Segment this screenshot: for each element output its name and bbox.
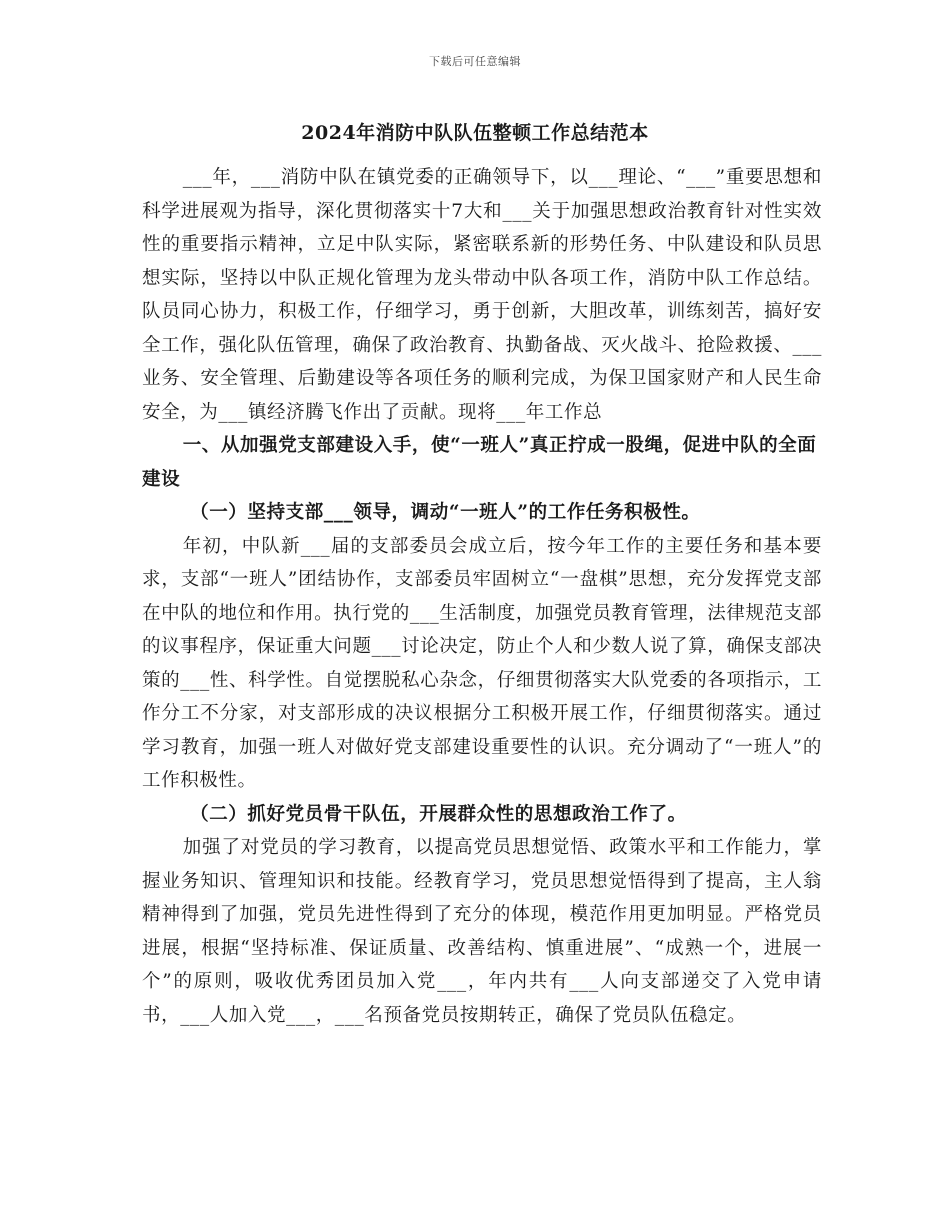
document-body [142,161,822,1032]
header-note: 下载后可任意编辑 [429,55,521,68]
subsection-heading-2: （二）抓好党员骨干队伍，开展群众性的思想政治工作了。 [190,803,687,825]
subsection-1-paragraph: 年初，中队新___届的支部委员会成立后，按今年工作的主要任务和基本要求，支部“一班人”团结协作，支部委员牢固树立“一盘棋”思想，充分发挥党支部在中队的地位和作用。执行党的___生活制度，加强党员教育管理，法律规范支部的议事程序，保证重大问题___讨论决定，防止个人和少数人说了算，确保支部决策的___性、科学性。自觉摆脱私心杂念，仔细贯彻落实大队党委的各项指示，工作分工不分家，对支部形成的决议根据分工积极开展工作，仔细贯彻落实。通过学习教育，加强一班人对做好党支部建设重要性的认识。充分调动了“一班人”的工作积极性。 [142,535,822,791]
subsection-2-paragraph: 加强了对党员的学习教育，以提高党员思想觉悟、政策水平和工作能力，掌握业务知识、管理知识和技能。经教育学习，党员思想觉悟得到了提高，主人翁精神得到了加强，党员先进性得到了充分的体现，模范作用更加明显。严格党员进展，根据“坚持标准、保证质量、改善结构、慎重进展”、“成熟一个，进展一个”的原则，吸收优秀团员加入党___，年内共有___人向支部递交了入党申请书，___人加入党___，___名预备党员按期转正，确保了党员队伍稳定。 [142,837,822,1026]
subsection-heading-1: （一）坚持支部___领导，调动“一班人”的工作任务积极性。 [190,502,701,523]
section-heading-1: 一、从加强党支部建设入手，使“一班人”真正拧成一股绳，促进中队的全面建设 [142,435,817,490]
intro-paragraph: ___年，___消防中队在镇党委的正确领导下，以___理论、“___”重要思想和科学进展观为指导，深化贯彻落实十7大和___关于加强思想政治教育针对性实效性的重要指示精神，立足中队实际，紧密联系新的形势任务、中队建设和队员思想实际，坚持以中队正规化管理为龙头带动中队各项工作，消防中队工作总结。队员同心协力，积极工作，仔细学习，勇于创新，大胆改革，训练刻苦，搞好安全工作，强化队伍管理，确保了政治教育、执勤备战、灭火战斗、抢险救援、___业务、安全管理、后勤建设等各项任务的顺利完成，为保卫国家财产和人民生命安全，为___镇经济腾飞作出了贡献。现将___年工作总 [142,167,822,423]
document-title: 2024年消防中队队伍整顿工作总结范本 [301,122,649,144]
